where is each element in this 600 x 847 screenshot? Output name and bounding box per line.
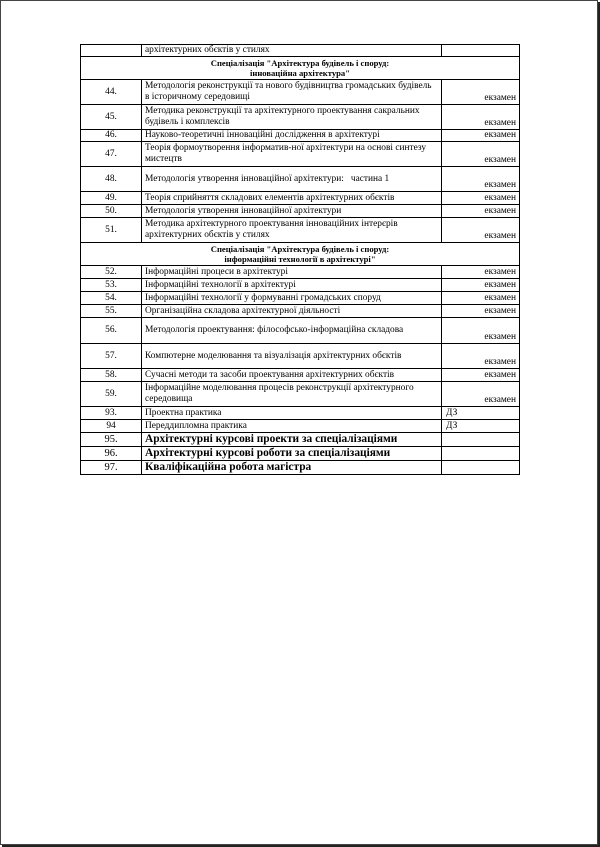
table-row bbox=[81, 279, 520, 292]
course-title: Методологія утворення інноваційної архітектури: частина 1 bbox=[142, 167, 442, 192]
course-title: Інформаційні технології в архітектурі bbox=[142, 279, 442, 292]
table-row bbox=[81, 130, 520, 142]
table-row bbox=[81, 305, 520, 318]
control-form: екзамен bbox=[442, 80, 520, 105]
control-form: екзамен bbox=[442, 167, 520, 192]
control-form: екзамен bbox=[442, 382, 520, 407]
table-row bbox=[81, 382, 520, 407]
control-form: екзамен bbox=[442, 369, 520, 382]
course-title: Методика архітектурного проектування інноваційних інтерєрів архітектурних обєктів у стилях bbox=[142, 218, 442, 243]
control-form: екзамен bbox=[442, 305, 520, 318]
control-form: ДЗ bbox=[442, 420, 520, 433]
table-row bbox=[81, 407, 520, 420]
table-row bbox=[81, 369, 520, 382]
course-title: Інформаційне моделювання процесів реконструкції архітектурного середовища bbox=[142, 382, 442, 407]
course-title: Компютерне моделювання та візуалізація архітектурних обєктів bbox=[142, 344, 442, 369]
table-row bbox=[81, 344, 520, 369]
control-form: екзамен bbox=[442, 292, 520, 305]
row-number: 45. bbox=[81, 105, 142, 130]
row-number: 56. bbox=[81, 318, 142, 344]
course-title: Методологія утворення інноваційної архітектури bbox=[142, 205, 442, 218]
control-form bbox=[442, 45, 520, 57]
row-number: 48. bbox=[81, 167, 142, 192]
control-form: екзамен bbox=[442, 344, 520, 369]
specialization-header-line-1: Спеціалізація "Архітектура будівель і споруд: bbox=[210, 244, 390, 254]
control-form: екзамен bbox=[442, 318, 520, 344]
course-title: Науково-теоретичні інноваційні дослідження в архітектурі bbox=[142, 130, 442, 142]
table-row bbox=[81, 266, 520, 279]
table-row bbox=[81, 205, 520, 218]
specialization-header bbox=[81, 57, 520, 80]
control-form: екзамен bbox=[442, 105, 520, 130]
table-row bbox=[81, 105, 520, 130]
specialization-header bbox=[81, 243, 520, 266]
table-row bbox=[81, 218, 520, 243]
table-row bbox=[81, 80, 520, 105]
row-number: 97. bbox=[81, 461, 142, 475]
course-title: Архітектурні курсові проекти за спеціалізаціями bbox=[142, 433, 442, 447]
row-number: 95. bbox=[81, 433, 142, 447]
row-number: 59. bbox=[81, 382, 142, 407]
table-row bbox=[81, 461, 520, 475]
table-row bbox=[81, 142, 520, 167]
control-form: екзамен bbox=[442, 142, 520, 167]
control-form bbox=[442, 461, 520, 475]
table-row bbox=[81, 292, 520, 305]
course-title: Методологія реконструкції та нового будівництва громадських будівель в історичному середовищі bbox=[142, 80, 442, 105]
curriculum-table-body bbox=[81, 45, 520, 475]
control-form: екзамен bbox=[442, 266, 520, 279]
table-row bbox=[81, 433, 520, 447]
course-title: Проектна практика bbox=[142, 407, 442, 420]
row-number: 55. bbox=[81, 305, 142, 318]
control-form: екзамен bbox=[442, 192, 520, 205]
course-title: Теорія формоутворення інформатив-ної архітектури на основі синтезу мистецтв bbox=[142, 142, 442, 167]
specialization-header-line-1: Спеціалізація "Архітектура будівель і споруд: bbox=[210, 58, 390, 68]
specialization-header-row bbox=[81, 243, 520, 266]
course-title: Інформаційні технології у формуванні громадських споруд bbox=[142, 292, 442, 305]
row-number: 54. bbox=[81, 292, 142, 305]
control-form: екзамен bbox=[442, 218, 520, 243]
row-number: 50. bbox=[81, 205, 142, 218]
control-form: ДЗ bbox=[442, 407, 520, 420]
specialization-header-line-2: інноваційна архітектура" bbox=[250, 68, 350, 78]
table-row bbox=[81, 167, 520, 192]
row-number: 93. bbox=[81, 407, 142, 420]
row-number: 94 bbox=[81, 420, 142, 433]
control-form bbox=[442, 433, 520, 447]
control-form: екзамен bbox=[442, 130, 520, 142]
specialization-header-line-2: інформаційні технології в архітектурі" bbox=[224, 254, 376, 264]
row-number: 49. bbox=[81, 192, 142, 205]
row-number: 53. bbox=[81, 279, 142, 292]
row-number bbox=[81, 45, 142, 57]
table-row bbox=[81, 45, 520, 57]
row-number: 57. bbox=[81, 344, 142, 369]
curriculum-table bbox=[80, 44, 520, 475]
course-title: Інформаційні процеси в архітектурі bbox=[142, 266, 442, 279]
course-title: Сучасні методи та засоби проектування архітектурних обєктів bbox=[142, 369, 442, 382]
course-title: Кваліфікаційна робота магістра bbox=[142, 461, 442, 475]
course-title: Переддипломна практика bbox=[142, 420, 442, 433]
control-form bbox=[442, 447, 520, 461]
row-number: 46. bbox=[81, 130, 142, 142]
row-number: 51. bbox=[81, 218, 142, 243]
specialization-header-row bbox=[81, 57, 520, 80]
course-title: Методологія проектування: філософсько-інформаційна складова bbox=[142, 318, 442, 344]
course-title: Архітектурні курсові роботи за спеціалізаціями bbox=[142, 447, 442, 461]
course-title: Методика реконструкції та архітектурного проектування сакральних будівель і комплексів bbox=[142, 105, 442, 130]
row-number: 58. bbox=[81, 369, 142, 382]
course-title: архітектурних обєктів у стилях bbox=[142, 45, 442, 57]
table-row bbox=[81, 318, 520, 344]
row-number: 47. bbox=[81, 142, 142, 167]
table-row bbox=[81, 447, 520, 461]
row-number: 96. bbox=[81, 447, 142, 461]
course-title: Теорія сприйняття складових елементів архітектурних обєктів bbox=[142, 192, 442, 205]
row-number: 52. bbox=[81, 266, 142, 279]
row-number: 44. bbox=[81, 80, 142, 105]
table-row bbox=[81, 192, 520, 205]
control-form: екзамен bbox=[442, 205, 520, 218]
course-title: Організаційна складова архітектурної діяльності bbox=[142, 305, 442, 318]
table-row bbox=[81, 420, 520, 433]
control-form: екзамен bbox=[442, 279, 520, 292]
